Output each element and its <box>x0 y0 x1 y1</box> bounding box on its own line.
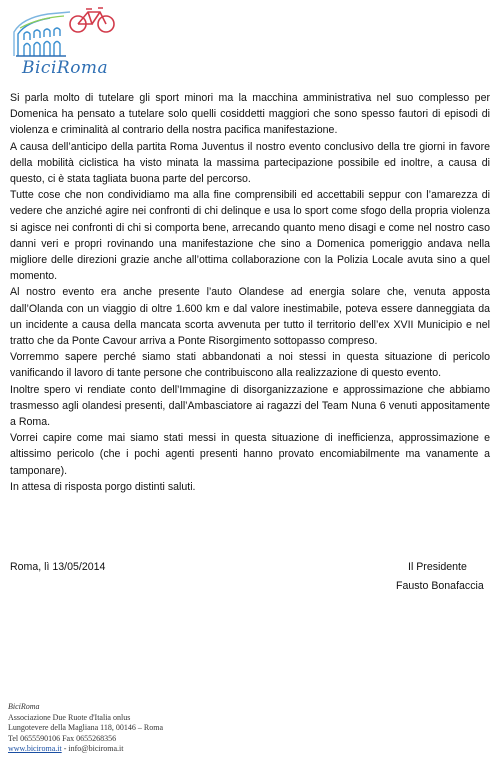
footer-email[interactable]: - info@biciroma.it <box>61 744 124 754</box>
footer-phone: Tel 0655590106 Fax 0655268356 <box>8 733 117 743</box>
footer-address: Lungotevere della Magliana 118, 00146 – Roma <box>8 723 163 733</box>
letter-date: Roma, lì 13/05/2014 <box>10 561 106 573</box>
paragraph: Vorremmo sapere perché siamo stati abbandonati a noi stessi in questa situazione di pericolo vanificando il lavoro di tante persone che contribuiscono alla realizzazione di questo evento. <box>10 351 490 380</box>
letterhead-footer <box>8 702 163 755</box>
footer-org: Associazione Due Ruote d'Italia onlus <box>8 712 131 722</box>
letter-body <box>10 90 490 495</box>
paragraph: Vorrei capire come mai siamo stati messi in questa situazione di inefficienza, approssimazione e altissimo pericolo (che i pochi agenti presenti hanno provato encomiabilmente ma vanamente a tamponare). <box>10 432 490 477</box>
signer-name: Fausto Bonafaccia <box>396 580 484 592</box>
website-link[interactable]: www.biciroma.it <box>8 744 62 754</box>
footer-brand: BiciRoma <box>8 702 40 711</box>
paragraph: Al nostro evento era anche presente l’auto Olandese ad energia solare che, venuta apposta dall’Olanda con un viaggio di oltre 1.600 km e dal valore inestimabile, poteva essere danneggiata da un incidente a causa della mancata scorta avvenuta per tutto il territorio dell’ex XVII Municipio e nel tratto che da Ponte Cavour arriva a Ponte Risorgimento sottopasso compreso. <box>10 286 490 348</box>
signer-title: Il Presidente <box>408 561 467 573</box>
colosseum-bicycle-logo-icon <box>8 4 128 64</box>
paragraph: A causa dell’anticipo della partita Roma Juventus il nostro evento conclusivo della tre giorni in favore della mobilità ciclistica ha visto minata la massima partecipazione possibile ed inoltre, a causa di questo, ci è stata tagliata buona parte del percorso. <box>10 140 490 186</box>
paragraph: In attesa di risposta porgo distinti saluti. <box>10 480 196 493</box>
biciroma-logo <box>8 4 128 82</box>
logo-text: BiciRoma <box>22 58 109 78</box>
paragraph: Inoltre spero vi rendiate conto dell’Immagine di disorganizzazione e approssimazione che abbiamo trasmesso agli olandesi presenti, dall’Ambasciatore ai ragazzi del Team Nuna 6 venuti appositamente a Roma. <box>10 383 490 429</box>
footer-contacts <box>8 744 163 755</box>
paragraph: Si parla molto di tutelare gli sport minori ma la macchina amministrativa nel suo complesso per Domenica ha pensato a tutelare solo quelli cosiddetti maggiori che sono spesso fautori di episodi di violenza e criminalità al contrario della nostra pacifica manifestazione. <box>10 92 490 137</box>
paragraph: Tutte cose che non condividiamo ma alla fine comprensibili ed accettabili seppur con l’amarezza di vedere che anziché agire nei confronti di chi delinque e usa lo sport come sfogo della propria violenza si agisce nei confronti di chi si comporta bene, arrecando quanto meno disagi e come nel nostro caso danni veri e propri rovinando una manifestazione che sino a Domenica pomeriggio andava nella migliore delle direzioni grazie anche all’ottima collaborazione con la Polizia Locale avuta sino a quel momento. <box>10 189 490 283</box>
